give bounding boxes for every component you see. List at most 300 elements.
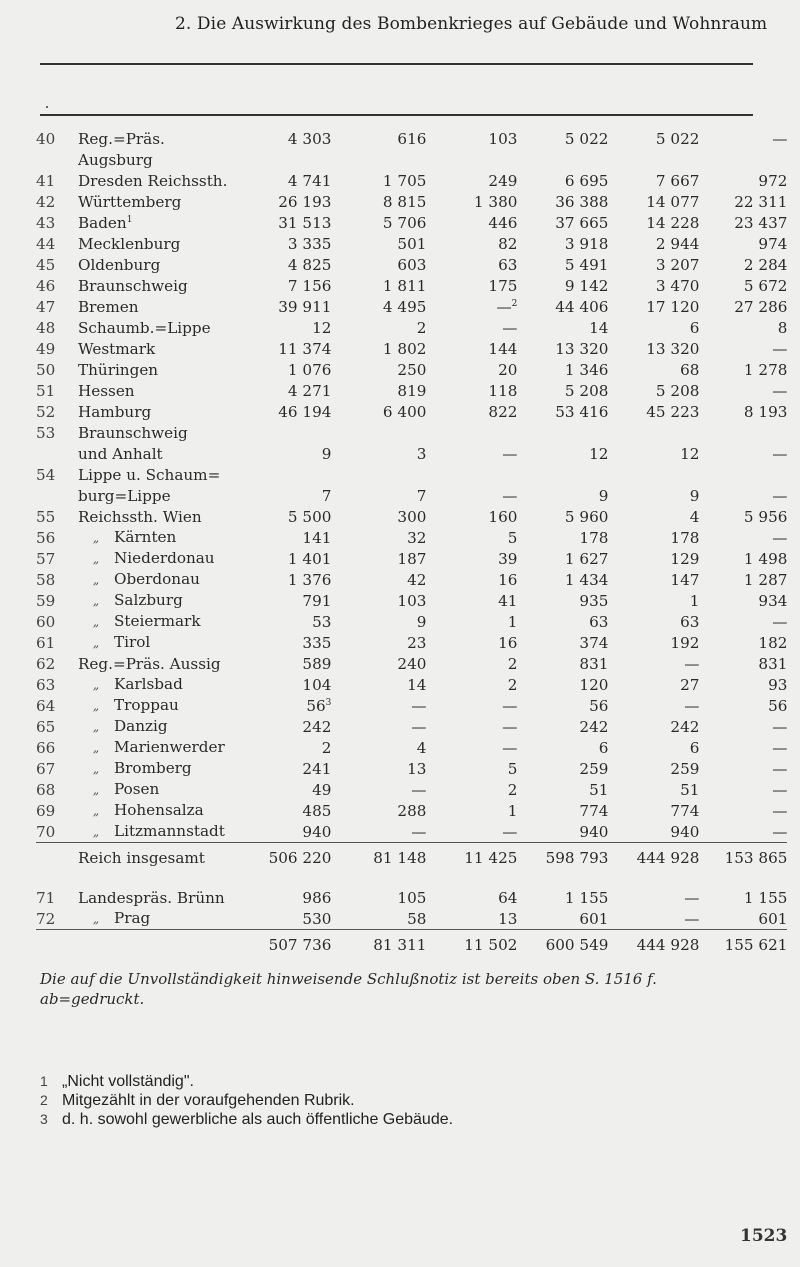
ditto-mark: „ <box>92 804 100 818</box>
ditto-mark: „ <box>92 552 100 566</box>
cell-c3 <box>426 317 517 338</box>
cell-value: 39 <box>498 550 518 568</box>
row-number: 62 <box>36 655 56 673</box>
row-number: 48 <box>36 319 56 337</box>
row-number: 69 <box>36 802 56 820</box>
cell-c1 <box>227 149 331 170</box>
cell-c5 <box>608 149 699 170</box>
cell-value: — <box>502 445 518 463</box>
cell-value: 5 208 <box>655 382 700 400</box>
cell-c2 <box>331 674 426 695</box>
cell-value: — <box>772 802 788 820</box>
cell-value: 27 286 <box>734 298 788 316</box>
cell-value: 601 <box>579 910 609 928</box>
cell-value: 240 <box>397 655 427 673</box>
cell-value: — <box>772 781 788 799</box>
cell-c1 <box>227 338 331 359</box>
cell-c2 <box>331 233 426 254</box>
cell-value: 93 <box>768 676 788 694</box>
cell-c6 <box>699 212 787 233</box>
row-label <box>78 908 227 930</box>
cell-c1 <box>227 632 331 653</box>
region-name: Salzburg <box>114 591 183 609</box>
row-number: 72 <box>36 908 78 930</box>
cell-value: 56 <box>306 697 326 715</box>
cell-value: 187 <box>397 550 427 568</box>
table-row <box>36 653 787 674</box>
table-row <box>36 443 787 464</box>
cell-c2 <box>331 611 426 632</box>
cell-c4 <box>517 338 608 359</box>
cell-c2 <box>331 569 426 590</box>
region-name: Bremen <box>78 298 139 316</box>
region-name: Oberdonau <box>114 570 200 588</box>
cell-c6 <box>699 443 787 464</box>
cell-value: — <box>502 319 518 337</box>
cell-value: 1 346 <box>564 361 609 379</box>
table-row <box>36 908 787 930</box>
cell-value: 3 918 <box>564 235 609 253</box>
footnote-number: 2 <box>40 1092 48 1108</box>
cell-value: 103 <box>488 130 518 148</box>
region-name: Niederdonau <box>114 549 215 567</box>
cell-c2 <box>331 527 426 548</box>
cell-c6 <box>699 191 787 212</box>
ditto-mark: „ <box>92 699 100 713</box>
region-name: Braunschweig <box>78 424 188 442</box>
cell-value: — <box>502 718 518 736</box>
table-top-rule <box>40 63 753 65</box>
cell-value: 2 <box>507 781 518 799</box>
region-name: Reg.=Präs. Aussig <box>78 655 221 673</box>
table-row <box>36 800 787 821</box>
page-number: 1523 <box>740 1226 788 1246</box>
cell-value: 4 <box>416 739 427 757</box>
cell-c2 <box>331 485 426 506</box>
table-row <box>36 485 787 506</box>
region-name: Westmark <box>78 340 156 358</box>
row-label <box>78 317 227 338</box>
cell-c1 <box>227 737 331 758</box>
table-row <box>36 758 787 779</box>
cell-value: 37 665 <box>555 214 609 232</box>
row-label <box>78 527 227 548</box>
cell-value: 105 <box>397 889 427 907</box>
cell-value: 3 470 <box>655 277 700 295</box>
cell-value: — <box>772 760 788 778</box>
cell-value: — <box>772 823 788 841</box>
cell-c4 <box>517 821 608 843</box>
cell-c1 <box>227 401 331 422</box>
cell-c6 <box>699 296 787 317</box>
table-row <box>36 170 787 191</box>
cell-c6 <box>699 590 787 611</box>
cell-c2 <box>331 908 426 930</box>
cell-c4 <box>517 548 608 569</box>
cell-value: 589 <box>302 655 332 673</box>
cell-c1 <box>227 464 331 485</box>
subtotal-c1: 506 220 <box>268 849 332 867</box>
cell-value: 5 022 <box>564 130 609 148</box>
region-name: Posen <box>114 780 160 798</box>
row-number: 63 <box>36 676 56 694</box>
cell-c3 <box>426 527 517 548</box>
cell-c5 <box>608 569 699 590</box>
cell-c5 <box>608 653 699 674</box>
ditto-mark: „ <box>92 720 100 734</box>
cell-value: — <box>772 613 788 631</box>
row-label <box>78 233 227 254</box>
cell-c1 <box>227 821 331 843</box>
cell-value: 822 <box>488 403 518 421</box>
cell-value: 1 380 <box>473 193 518 211</box>
footnote-ref: 1 <box>126 214 133 225</box>
cell-value: 1 287 <box>743 571 788 589</box>
row-label <box>78 779 227 800</box>
cell-c2 <box>331 506 426 527</box>
table-row <box>36 254 787 275</box>
cell-value: 986 <box>302 889 332 907</box>
cell-c4 <box>517 632 608 653</box>
cell-c6 <box>699 317 787 338</box>
cell-c3 <box>426 908 517 930</box>
cell-value: — <box>502 487 518 505</box>
cell-value: 129 <box>670 550 700 568</box>
row-number: 49 <box>36 340 56 358</box>
cell-c2 <box>331 653 426 674</box>
cell-value: — <box>411 781 427 799</box>
cell-value: 1 <box>689 592 700 610</box>
cell-value: 7 <box>321 487 332 505</box>
cell-c3 <box>426 506 517 527</box>
cell-c1 <box>227 275 331 296</box>
cell-c6 <box>699 170 787 191</box>
region-name: Marienwerder <box>114 738 225 756</box>
cell-value: 103 <box>397 592 427 610</box>
table-row <box>36 506 787 527</box>
region-name: Landespräs. Brünn <box>78 889 225 907</box>
cell-c2 <box>331 212 426 233</box>
cell-c6 <box>699 338 787 359</box>
region-name: Troppau <box>114 696 179 714</box>
cell-value: 2 284 <box>743 256 788 274</box>
cell-c3 <box>426 653 517 674</box>
row-label <box>78 464 227 485</box>
cell-c2 <box>331 716 426 737</box>
ditto-mark: „ <box>92 615 100 629</box>
cell-value: 972 <box>758 172 788 190</box>
cell-c2 <box>331 401 426 422</box>
cell-value: 1 <box>507 613 518 631</box>
cell-c5 <box>608 380 699 401</box>
cell-c2 <box>331 191 426 212</box>
cell-value: 5 956 <box>743 508 788 526</box>
table-row <box>36 212 787 233</box>
cell-c4 <box>517 674 608 695</box>
cell-value: 31 513 <box>278 214 332 232</box>
cell-value: 249 <box>488 172 518 190</box>
row-label <box>78 359 227 380</box>
ditto-mark: „ <box>92 762 100 776</box>
row-number: 42 <box>36 193 56 211</box>
cell-c1 <box>227 695 331 716</box>
cell-c5 <box>608 317 699 338</box>
cell-c6 <box>699 422 787 443</box>
footnotes <box>40 1072 453 1129</box>
region-name: Litzmannstadt <box>114 822 225 840</box>
cell-value: 3 335 <box>287 235 332 253</box>
cell-c5 <box>608 170 699 191</box>
table-row <box>36 422 787 443</box>
subtotal-label: Reich insgesamt <box>78 849 205 867</box>
cell-c2 <box>331 800 426 821</box>
cell-c2 <box>331 887 426 908</box>
subtotal-c2: 81 148 <box>373 849 427 867</box>
cell-value: 374 <box>579 634 609 652</box>
cell-value: 1 076 <box>287 361 332 379</box>
table-row <box>36 779 787 800</box>
row-label <box>78 821 227 843</box>
cell-c4 <box>517 758 608 779</box>
cell-value: 51 <box>680 781 700 799</box>
closing-note: Die auf die Unvollständigkeit hinweisende Schlußnotiz ist bereits oben S. 1516 f. ab=gedruckt. <box>40 970 657 1008</box>
cell-value: 12 <box>589 445 609 463</box>
cell-c1 <box>227 506 331 527</box>
cell-c5 <box>608 359 699 380</box>
row-number: 71 <box>36 889 56 907</box>
region-name: Braunschweig <box>78 277 188 295</box>
cell-value: 791 <box>302 592 332 610</box>
cell-c3 <box>426 296 517 317</box>
region-name: Baden <box>78 214 127 232</box>
footnote-number: 1 <box>40 1073 48 1089</box>
cell-value: 20 <box>498 361 518 379</box>
cell-value: 940 <box>670 823 700 841</box>
cell-value: 45 223 <box>646 403 700 421</box>
subtotal-c3: 11 425 <box>464 849 518 867</box>
cell-value: 7 667 <box>655 172 700 190</box>
spacer <box>36 873 787 887</box>
cell-c5 <box>608 590 699 611</box>
cell-c6 <box>699 359 787 380</box>
cell-value: — <box>411 823 427 841</box>
cell-c3 <box>426 359 517 380</box>
cell-value: 1 498 <box>743 550 788 568</box>
cell-value: 1 <box>507 802 518 820</box>
row-label <box>78 674 227 695</box>
cell-c3 <box>426 548 517 569</box>
cell-value: 1 155 <box>564 889 609 907</box>
grand-total-c5: 444 928 <box>636 936 700 954</box>
cell-value: 141 <box>302 529 332 547</box>
cell-c5 <box>608 506 699 527</box>
cell-value: 51 <box>589 781 609 799</box>
ditto-mark: „ <box>92 573 100 587</box>
cell-c5 <box>608 422 699 443</box>
cell-value: 4 <box>689 508 700 526</box>
cell-c6 <box>699 464 787 485</box>
running-head: 2. Die Auswirkung des Bombenkrieges auf Gebäude und Wohnraum <box>175 14 768 34</box>
cell-c2 <box>331 317 426 338</box>
row-label <box>78 611 227 632</box>
cell-c6 <box>699 653 787 674</box>
row-number: 44 <box>36 235 56 253</box>
cell-c2 <box>331 296 426 317</box>
cell-value: 2 <box>416 319 427 337</box>
cell-value: 14 <box>407 676 427 694</box>
cell-value: 182 <box>758 634 788 652</box>
cell-c4 <box>517 443 608 464</box>
cell-value: 616 <box>397 130 427 148</box>
cell-value: — <box>496 298 512 316</box>
cell-c6 <box>699 569 787 590</box>
table-row <box>36 338 787 359</box>
cell-c4 <box>517 317 608 338</box>
cell-c4 <box>517 779 608 800</box>
cell-c6 <box>699 128 787 149</box>
ditto-mark: „ <box>92 741 100 755</box>
cell-value: 5 500 <box>287 508 332 526</box>
cell-c4 <box>517 233 608 254</box>
cell-c1 <box>227 611 331 632</box>
cell-c5 <box>608 821 699 843</box>
cell-value: 4 271 <box>287 382 332 400</box>
footnote-text: „Nicht vollständig". <box>62 1073 194 1090</box>
cell-value: — <box>772 529 788 547</box>
row-label <box>78 653 227 674</box>
cell-value: 242 <box>579 718 609 736</box>
cell-value: 39 911 <box>278 298 332 316</box>
cell-c1 <box>227 758 331 779</box>
cell-value: — <box>684 910 700 928</box>
row-label <box>78 737 227 758</box>
cell-value: 53 <box>312 613 332 631</box>
row-number <box>36 149 78 170</box>
cell-value: 819 <box>397 382 427 400</box>
region-name: Dresden Reichssth. <box>78 172 228 190</box>
row-label <box>78 506 227 527</box>
cell-c4 <box>517 908 608 930</box>
grand-total-c4: 600 549 <box>545 936 609 954</box>
cell-c2 <box>331 380 426 401</box>
cell-value: 242 <box>670 718 700 736</box>
cell-value: 335 <box>302 634 332 652</box>
row-label <box>78 632 227 653</box>
cell-value: 41 <box>498 592 518 610</box>
cell-value: 485 <box>302 802 332 820</box>
footnote <box>40 1072 453 1091</box>
grand-total-row <box>36 930 787 961</box>
cell-value: — <box>772 130 788 148</box>
cell-value: 12 <box>680 445 700 463</box>
cell-c6 <box>699 779 787 800</box>
cell-c5 <box>608 443 699 464</box>
cell-c1 <box>227 380 331 401</box>
cell-value: 300 <box>397 508 427 526</box>
cell-value: 9 <box>416 613 427 631</box>
table-row <box>36 611 787 632</box>
cell-value: 27 <box>680 676 700 694</box>
cell-value: 13 <box>498 910 518 928</box>
cell-c3 <box>426 443 517 464</box>
cell-value: 5 672 <box>743 277 788 295</box>
cell-value: 192 <box>670 634 700 652</box>
cell-c4 <box>517 380 608 401</box>
row-number: 46 <box>36 277 56 295</box>
cell-c4 <box>517 128 608 149</box>
table-row <box>36 359 787 380</box>
cell-value: 63 <box>680 613 700 631</box>
row-number: 40 <box>36 130 56 148</box>
row-number: 68 <box>36 781 56 799</box>
row-number: 70 <box>36 821 78 843</box>
speck <box>46 106 48 108</box>
cell-c6 <box>699 380 787 401</box>
row-label <box>78 422 227 443</box>
row-label <box>78 695 227 716</box>
cell-value: 104 <box>302 676 332 694</box>
grand-total-c3: 11 502 <box>464 936 518 954</box>
region-name: Hamburg <box>78 403 152 421</box>
row-label <box>78 590 227 611</box>
cell-c1 <box>227 887 331 908</box>
cell-value: 2 <box>507 676 518 694</box>
region-name: Steiermark <box>114 612 201 630</box>
grand-total-label <box>78 930 227 961</box>
cell-c5 <box>608 401 699 422</box>
table-row <box>36 233 787 254</box>
cell-value: 56 <box>768 697 788 715</box>
cell-value: 1 811 <box>382 277 427 295</box>
cell-c6 <box>699 149 787 170</box>
cell-value: 11 374 <box>278 340 332 358</box>
cell-c4 <box>517 695 608 716</box>
cell-value: 501 <box>397 235 427 253</box>
cell-c3 <box>426 779 517 800</box>
cell-value: 42 <box>407 571 427 589</box>
cell-value: 4 303 <box>287 130 332 148</box>
cell-c4 <box>517 359 608 380</box>
cell-c1 <box>227 212 331 233</box>
row-number <box>36 485 78 506</box>
cell-value: 58 <box>407 910 427 928</box>
row-label <box>78 149 227 170</box>
grand-total-c2: 81 311 <box>373 936 427 954</box>
cell-c3 <box>426 422 517 443</box>
cell-c6 <box>699 506 787 527</box>
region-name: Hohensalza <box>114 801 204 819</box>
cell-c3 <box>426 464 517 485</box>
region-name: Hessen <box>78 382 135 400</box>
cell-value: 1 278 <box>743 361 788 379</box>
cell-value: 242 <box>302 718 332 736</box>
cell-value: 23 <box>407 634 427 652</box>
cell-c2 <box>331 128 426 149</box>
subtotal-c6: 153 865 <box>724 849 788 867</box>
table-row <box>36 569 787 590</box>
table-row <box>36 464 787 485</box>
row-number: 51 <box>36 382 56 400</box>
row-number <box>36 443 78 464</box>
cell-value: 8 <box>777 319 788 337</box>
cell-c4 <box>517 170 608 191</box>
cell-c2 <box>331 422 426 443</box>
region-name: Danzig <box>114 717 168 735</box>
cell-c2 <box>331 758 426 779</box>
cell-value: 288 <box>397 802 427 820</box>
cell-value: 6 <box>689 319 700 337</box>
cell-c2 <box>331 464 426 485</box>
